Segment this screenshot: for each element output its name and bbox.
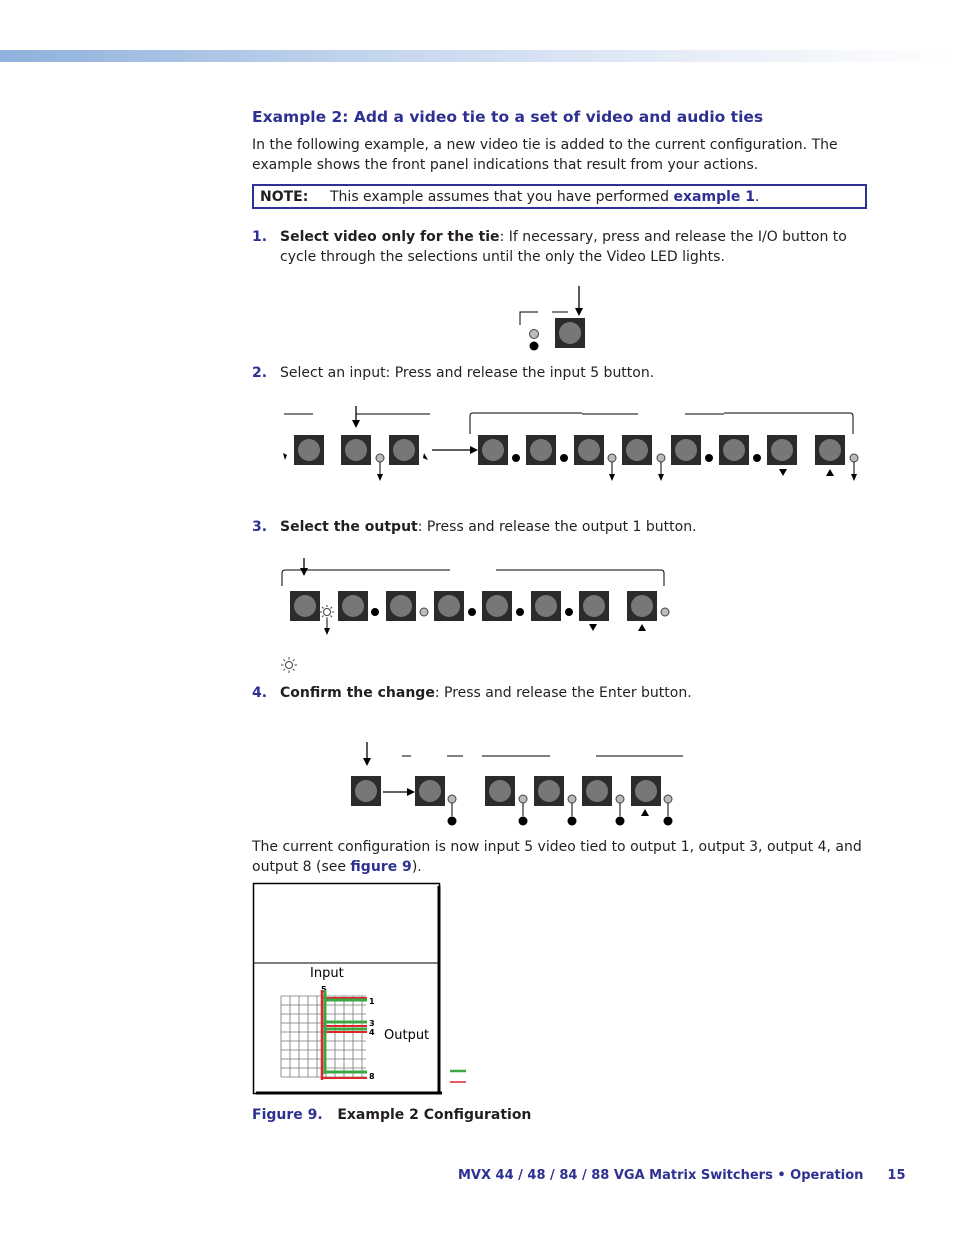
audio-led — [530, 330, 539, 339]
output-number: 4 — [369, 1028, 375, 1037]
section-heading: Example 2: Add a video tie to a set of video and audio ties — [252, 108, 764, 126]
page-number: 15 — [887, 1168, 906, 1183]
step-2: 2. Select an input: Press and release the input 5 button. — [252, 365, 655, 381]
summary-paragraph: The current configuration is now input 5 video tied to output 1, output 3, output 4, and output 8 (see figure 9). — [252, 839, 862, 875]
example-1-link[interactable]: example 1 — [673, 189, 756, 205]
input-number: 5 — [321, 985, 327, 994]
note-text: This example assumes that you have performed example 1. — [330, 189, 760, 205]
blinking-led-legend-icon — [280, 656, 298, 674]
intro-paragraph: In the following example, a new video tie is added to the current configuration. The example shows the front panel indications that result from your actions. — [252, 137, 838, 173]
input-label: Input — [310, 966, 344, 981]
output-number: 1 — [369, 997, 375, 1006]
step-1: 1. Select video only for the tie: If necessary, press and release the I/O button to cycle through the selections until the only the Video LED lights. — [252, 229, 847, 265]
note-box — [252, 184, 867, 209]
figure-9-link[interactable]: figure 9 — [350, 858, 412, 875]
header-bar — [0, 50, 954, 62]
output-label: Output — [384, 1028, 430, 1043]
step-3: 3. Select the output: Press and release the output 1 button. — [252, 519, 697, 535]
output-number: 3 — [369, 1019, 375, 1028]
output-buttons-diagram — [278, 556, 678, 640]
io-button-diagram — [510, 282, 590, 354]
note-label: NOTE: — [260, 189, 309, 205]
page-footer: MVX 44 / 48 / 84 / 88 VGA Matrix Switchers • Operation 15 — [458, 1168, 906, 1183]
enter-button-diagram — [345, 740, 690, 830]
input-buttons-diagram — [280, 402, 860, 484]
video-led — [530, 342, 539, 351]
configuration-figure — [252, 882, 472, 1098]
step-4: 4. Confirm the change: Press and release the Enter button. — [252, 685, 692, 701]
output-number: 8 — [369, 1072, 375, 1081]
figure-caption: Figure 9. Example 2 Configuration — [252, 1107, 532, 1123]
